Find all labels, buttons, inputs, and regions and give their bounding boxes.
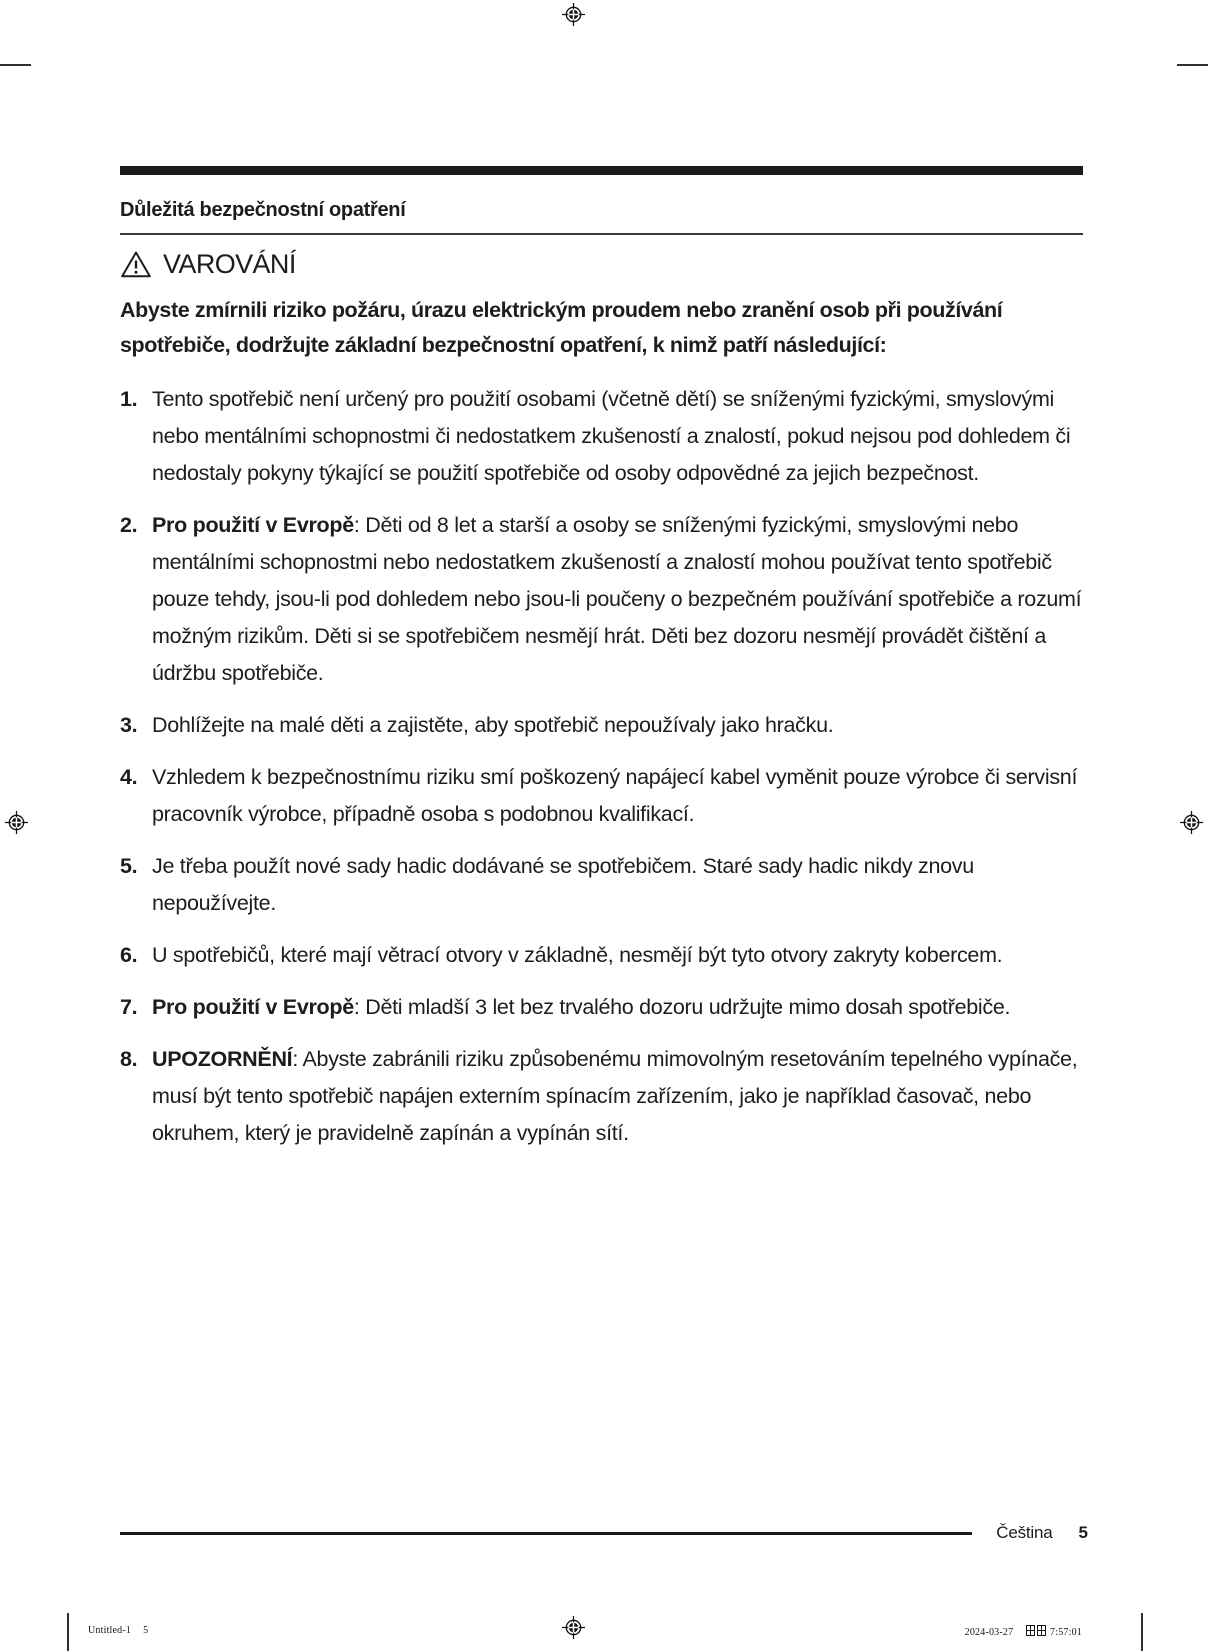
item-bold-lead: Pro použití v Evropě	[152, 995, 354, 1019]
list-item	[120, 507, 1083, 692]
missing-glyph-icon	[1026, 1625, 1035, 1636]
crop-mark-top-right	[1177, 64, 1208, 66]
item-text: Je třeba použít nové sady hadic dodávané se spotřebičem. Staré sady hadic nikdy znovu nepoužívejte.	[152, 854, 974, 915]
item-text: UPOZORNĚNÍ: Abyste zabránili riziku způsobenému mimovolným resetováním tepelného vypínače, musí být tento spotřebič napájen externím spínacím zařízením, jako je například časovač, nebo okruhem, který je pravidelně zapínán a vypínán sítí.	[152, 1047, 1078, 1145]
print-filename: Untitled-1 5	[88, 1625, 149, 1636]
item-number: 3.	[120, 713, 138, 737]
print-file-page: 5	[143, 1625, 149, 1636]
item-number: 4.	[120, 765, 138, 789]
list-item	[120, 707, 1083, 744]
warning-label: VAROVÁNÍ	[163, 249, 296, 279]
footer-rule	[120, 1532, 972, 1535]
item-number: 6.	[120, 943, 138, 967]
item-bold-lead: UPOZORNĚNÍ	[152, 1047, 293, 1071]
page-footer	[120, 1523, 1088, 1543]
missing-glyph-icon	[1037, 1625, 1046, 1636]
item-number: 7.	[120, 995, 138, 1019]
footer-page-number: 5	[1078, 1523, 1088, 1542]
item-text: Dohlížejte na malé děti a zajistěte, aby spotřebič nepoužívaly jako hračku.	[152, 713, 834, 737]
intro-paragraph: Abyste zmírnili riziko požáru, úrazu elektrickým proudem nebo zranění osob při používání spotřebiče, dodržujte základní bezpečnostní opatření, k nimž patří následující:	[120, 298, 1003, 357]
list-item	[120, 1041, 1083, 1152]
warning-heading	[120, 249, 1083, 280]
item-text: U spotřebičů, které mají větrací otvory v základně, nesmějí být tyto otvory zakryty kobercem.	[152, 943, 1003, 967]
item-number: 8.	[120, 1047, 138, 1071]
crop-mark-top-left	[0, 64, 31, 66]
item-number: 1.	[120, 387, 138, 411]
top-rule-bar	[120, 166, 1083, 175]
item-number: 2.	[120, 513, 138, 537]
registration-mark-right-icon	[1180, 811, 1203, 834]
list-item	[120, 937, 1083, 974]
item-text: Tento spotřebič není určený pro použití osobami (včetně dětí) se sníženými fyzickými, smyslovými nebo mentálními schopnostmi či nedostatkem zkušeností a znalostí, pokud nejsou pod dohledem či nedostaly pokyny týkající se použití spotřebiče od osoby odpovědné za jejich bezpečnost.	[152, 387, 1071, 485]
item-text: Pro použití v Evropě: Děti od 8 let a starší a osoby se sníženými fyzickými, smyslovými nebo mentálními schopnostmi nebo nedostatkem zkušeností a znalostí mohou používat tento spotřebič pouze tehdy, jsou-li pod dohledem nebo jsou-li poučeny o bezpečném používání spotřebiče a rozumí možným rizikům. Děti si se spotřebičem nesmějí hrát. Děti bez dozoru nesmějí provádět čištění a údržbu spotřebiče.	[152, 513, 1082, 685]
registration-mark-left-icon	[5, 811, 28, 834]
item-number: 5.	[120, 854, 138, 878]
section-title: Důležitá bezpečnostní opatření	[120, 199, 1083, 235]
registration-mark-bottom-icon	[562, 1616, 585, 1639]
list-item	[120, 848, 1083, 922]
list-item	[120, 381, 1083, 492]
item-bold-lead: Pro použití v Evropě	[152, 513, 354, 537]
item-text: Pro použití v Evropě: Děti mladší 3 let bez trvalého dozoru udržujte mimo dosah spotřebiče.	[152, 995, 1011, 1019]
print-timestamp: 2024-03-27 7:57:01	[964, 1627, 1082, 1638]
list-item	[120, 759, 1083, 833]
crop-mark-bottom-left	[67, 1613, 69, 1651]
list-item	[120, 989, 1083, 1026]
item-text: Vzhledem k bezpečnostnímu riziku smí poškozený napájecí kabel vyměnit pouze výrobce či servisní pracovník výrobce, případně osoba s podobnou kvalifikací.	[152, 765, 1078, 826]
page-content	[120, 0, 1083, 1167]
safety-list	[120, 381, 1083, 1152]
footer-language: Čeština	[996, 1523, 1053, 1542]
warning-triangle-icon	[120, 250, 152, 279]
crop-mark-bottom-right	[1141, 1613, 1143, 1651]
